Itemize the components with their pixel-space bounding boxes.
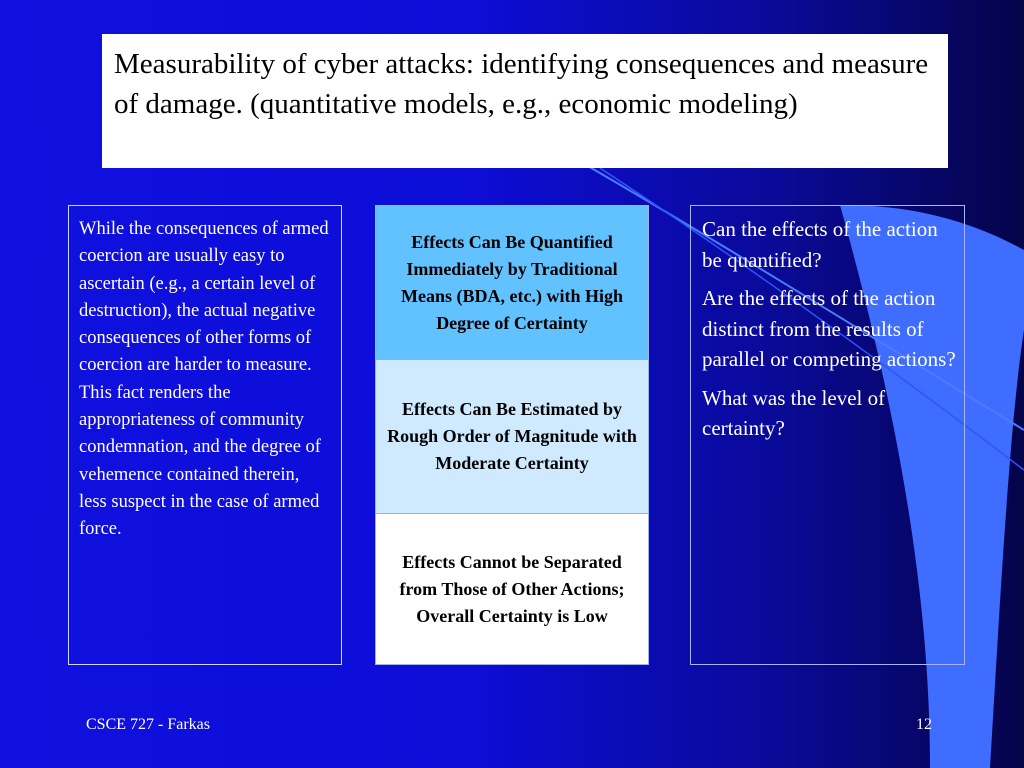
question-2: Are the effects of the action distinct from the results of parallel or competing actions? xyxy=(702,286,956,371)
question-1: Can the effects of the action be quantified? xyxy=(702,217,938,272)
explanation-box xyxy=(68,205,342,665)
slide-title-text: Measurability of cyber attacks: identifying consequences and measure of damage. (quantitative models, e.g., economic modeling) xyxy=(114,48,929,120)
footer-course: CSCE 727 - Farkas xyxy=(86,716,210,733)
explanation-text: While the consequences of armed coercion are usually easy to ascertain (e.g., a certain level of destruction), the actual negative consequences of other forms of coercion are harder to measure. This fact renders the appropriateness of community condemnation, and the degree of vehemence contained therein, less suspect in the case of armed force. xyxy=(79,219,329,540)
certainty-scale xyxy=(375,205,649,665)
scale-high-certainty xyxy=(376,206,648,359)
scale-high-text: Effects Can Be Quantified Immediately by Traditional Means (BDA, etc.) with High Degree of Certainty xyxy=(401,231,623,333)
questions-box xyxy=(690,205,965,665)
scale-moderate-text: Effects Can Be Estimated by Rough Order of Magnitude with Moderate Certainty xyxy=(387,399,637,473)
scale-low-text: Effects Cannot be Separated from Those of Other Actions; Overall Certainty is Low xyxy=(399,551,625,626)
scale-moderate-certainty xyxy=(376,359,648,513)
scale-low-certainty xyxy=(376,513,648,664)
question-3: What was the level of certainty? xyxy=(702,385,886,440)
slide-title xyxy=(102,34,948,168)
footer-page-number: 12 xyxy=(916,716,932,733)
